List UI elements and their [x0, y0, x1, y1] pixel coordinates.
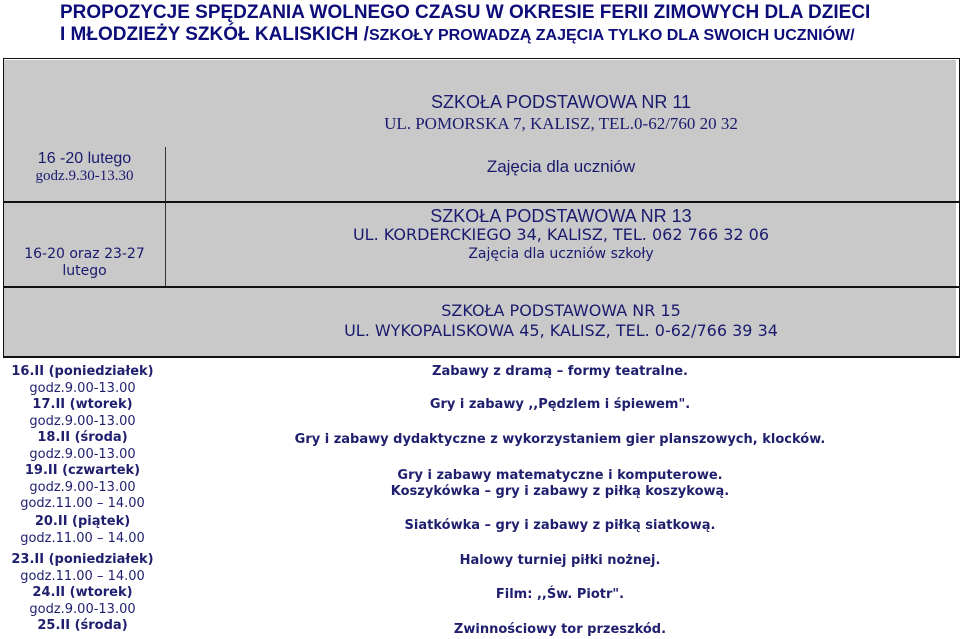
school-13-name: SZKOŁA PODSTAWOWA NR 13 — [430, 206, 692, 226]
school-13-activity: Zajęcia dla uczniów szkoły — [468, 246, 654, 262]
divider-2 — [3, 286, 960, 288]
schedule-day-label: 25.II (środa) — [37, 618, 128, 633]
divider-1 — [3, 201, 960, 203]
schedule-day-25 — [0, 618, 165, 635]
schedule-hours: godz.9.00-13.00 — [29, 601, 136, 617]
schedule-hours: godz.11.00 – 14.00 — [20, 496, 145, 511]
school-11-hours: godz.9.30-13.30 — [35, 168, 134, 184]
schedule-day-16 — [0, 364, 165, 397]
school-15-address: UL. WYKOPALISKOWA 45, KALISZ, TEL. 0-62/766 39 34 — [344, 321, 778, 340]
activity-25: Zwinnościowy tor przeszkód. — [453, 622, 667, 637]
title-line-1: PROPOZYCJE SPĘDZANIA WOLNEGO CZASU W OKRESIE FERII ZIMOWYCH DLA DZIECI — [60, 2, 871, 23]
document-title — [60, 2, 870, 47]
school-11-activity: Zajęcia dla uczniów — [486, 157, 636, 176]
school-11-address: UL. POMORSKA 7, KALISZ, TEL.0-62/760 20 32 — [384, 114, 738, 133]
activity-17: Gry i zabawy ,,Pędzlem i śpiewem". — [429, 397, 691, 412]
schedule-day-17 — [0, 397, 165, 430]
school-11-name: SZKOŁA PODSTAWOWA NR 11 — [430, 92, 692, 112]
schedule-day-label: 20.II (piątek) — [34, 514, 131, 529]
school-13-address: UL. KORDERCKIEGO 34, KALISZ, TEL. 062 766 32 06 — [352, 225, 770, 244]
divider-3 — [3, 356, 960, 358]
activity-23: Halowy turniej piłki nożnej. — [459, 553, 661, 568]
schedule-day-23 — [0, 552, 165, 585]
schedule-hours: godz.11.00 – 14.00 — [20, 568, 145, 584]
schedule-hours: godz.9.00-13.00 — [29, 446, 136, 462]
schedule-day-label: 23.II (poniedziałek) — [11, 552, 154, 567]
schedule-hours: godz.11.00 – 14.00 — [20, 530, 145, 546]
activity-19a: Gry i zabawy matematyczne i komputerowe. — [397, 468, 723, 483]
activity-19b: Koszykówka – gry i zabawy z piłką koszykową. — [390, 484, 730, 499]
schedule-day-20 — [0, 514, 165, 547]
schedule-day-label: 18.II (środa) — [37, 430, 128, 445]
school-13-dates-month: lutego — [62, 263, 107, 279]
schedule-day-18 — [0, 430, 165, 463]
school-13-dates: 16-20 oraz 23-27 — [24, 246, 145, 262]
title-line-2 — [60, 24, 870, 47]
schedule-hours: godz.9.00-13.00 — [29, 479, 136, 495]
activity-18: Gry i zabawy dydaktyczne z wykorzystaniem gier planszowych, klocków. — [294, 432, 826, 447]
schedule-day-label: 19.II (czwartek) — [24, 463, 141, 478]
schedule-day-label: 24.II (wtorek) — [32, 585, 133, 600]
activity-16: Zabawy z dramą – formy teatralne. — [432, 364, 688, 379]
schedule-hours: godz.9.00-13.00 — [29, 380, 136, 396]
school-15-name: SZKOŁA PODSTAWOWA NR 15 — [441, 301, 681, 320]
title-line-2-main: I MŁODZIEŻY SZKÓŁ KALISKICH / — [60, 24, 369, 45]
schedule-day-label: 17.II (wtorek) — [32, 397, 133, 412]
school-11-dates: 16 -20 lutego — [37, 150, 132, 167]
activity-20: Siatkówka – gry i zabawy z piłką siatkową. — [404, 518, 716, 533]
schedule-hours: godz.9.00-13.00 — [29, 413, 136, 429]
activity-24: Film: ,,Św. Piotr". — [495, 587, 625, 602]
schedule-day-label: 16.II (poniedziałek) — [11, 364, 154, 379]
schedule-day-19 — [0, 463, 165, 513]
schedule-day-24 — [0, 585, 165, 618]
title-line-2-note: SZKOŁY PROWADZĄ ZAJĘCIA TYLKO DLA SWOICH UCZNIÓW/ — [368, 27, 855, 44]
